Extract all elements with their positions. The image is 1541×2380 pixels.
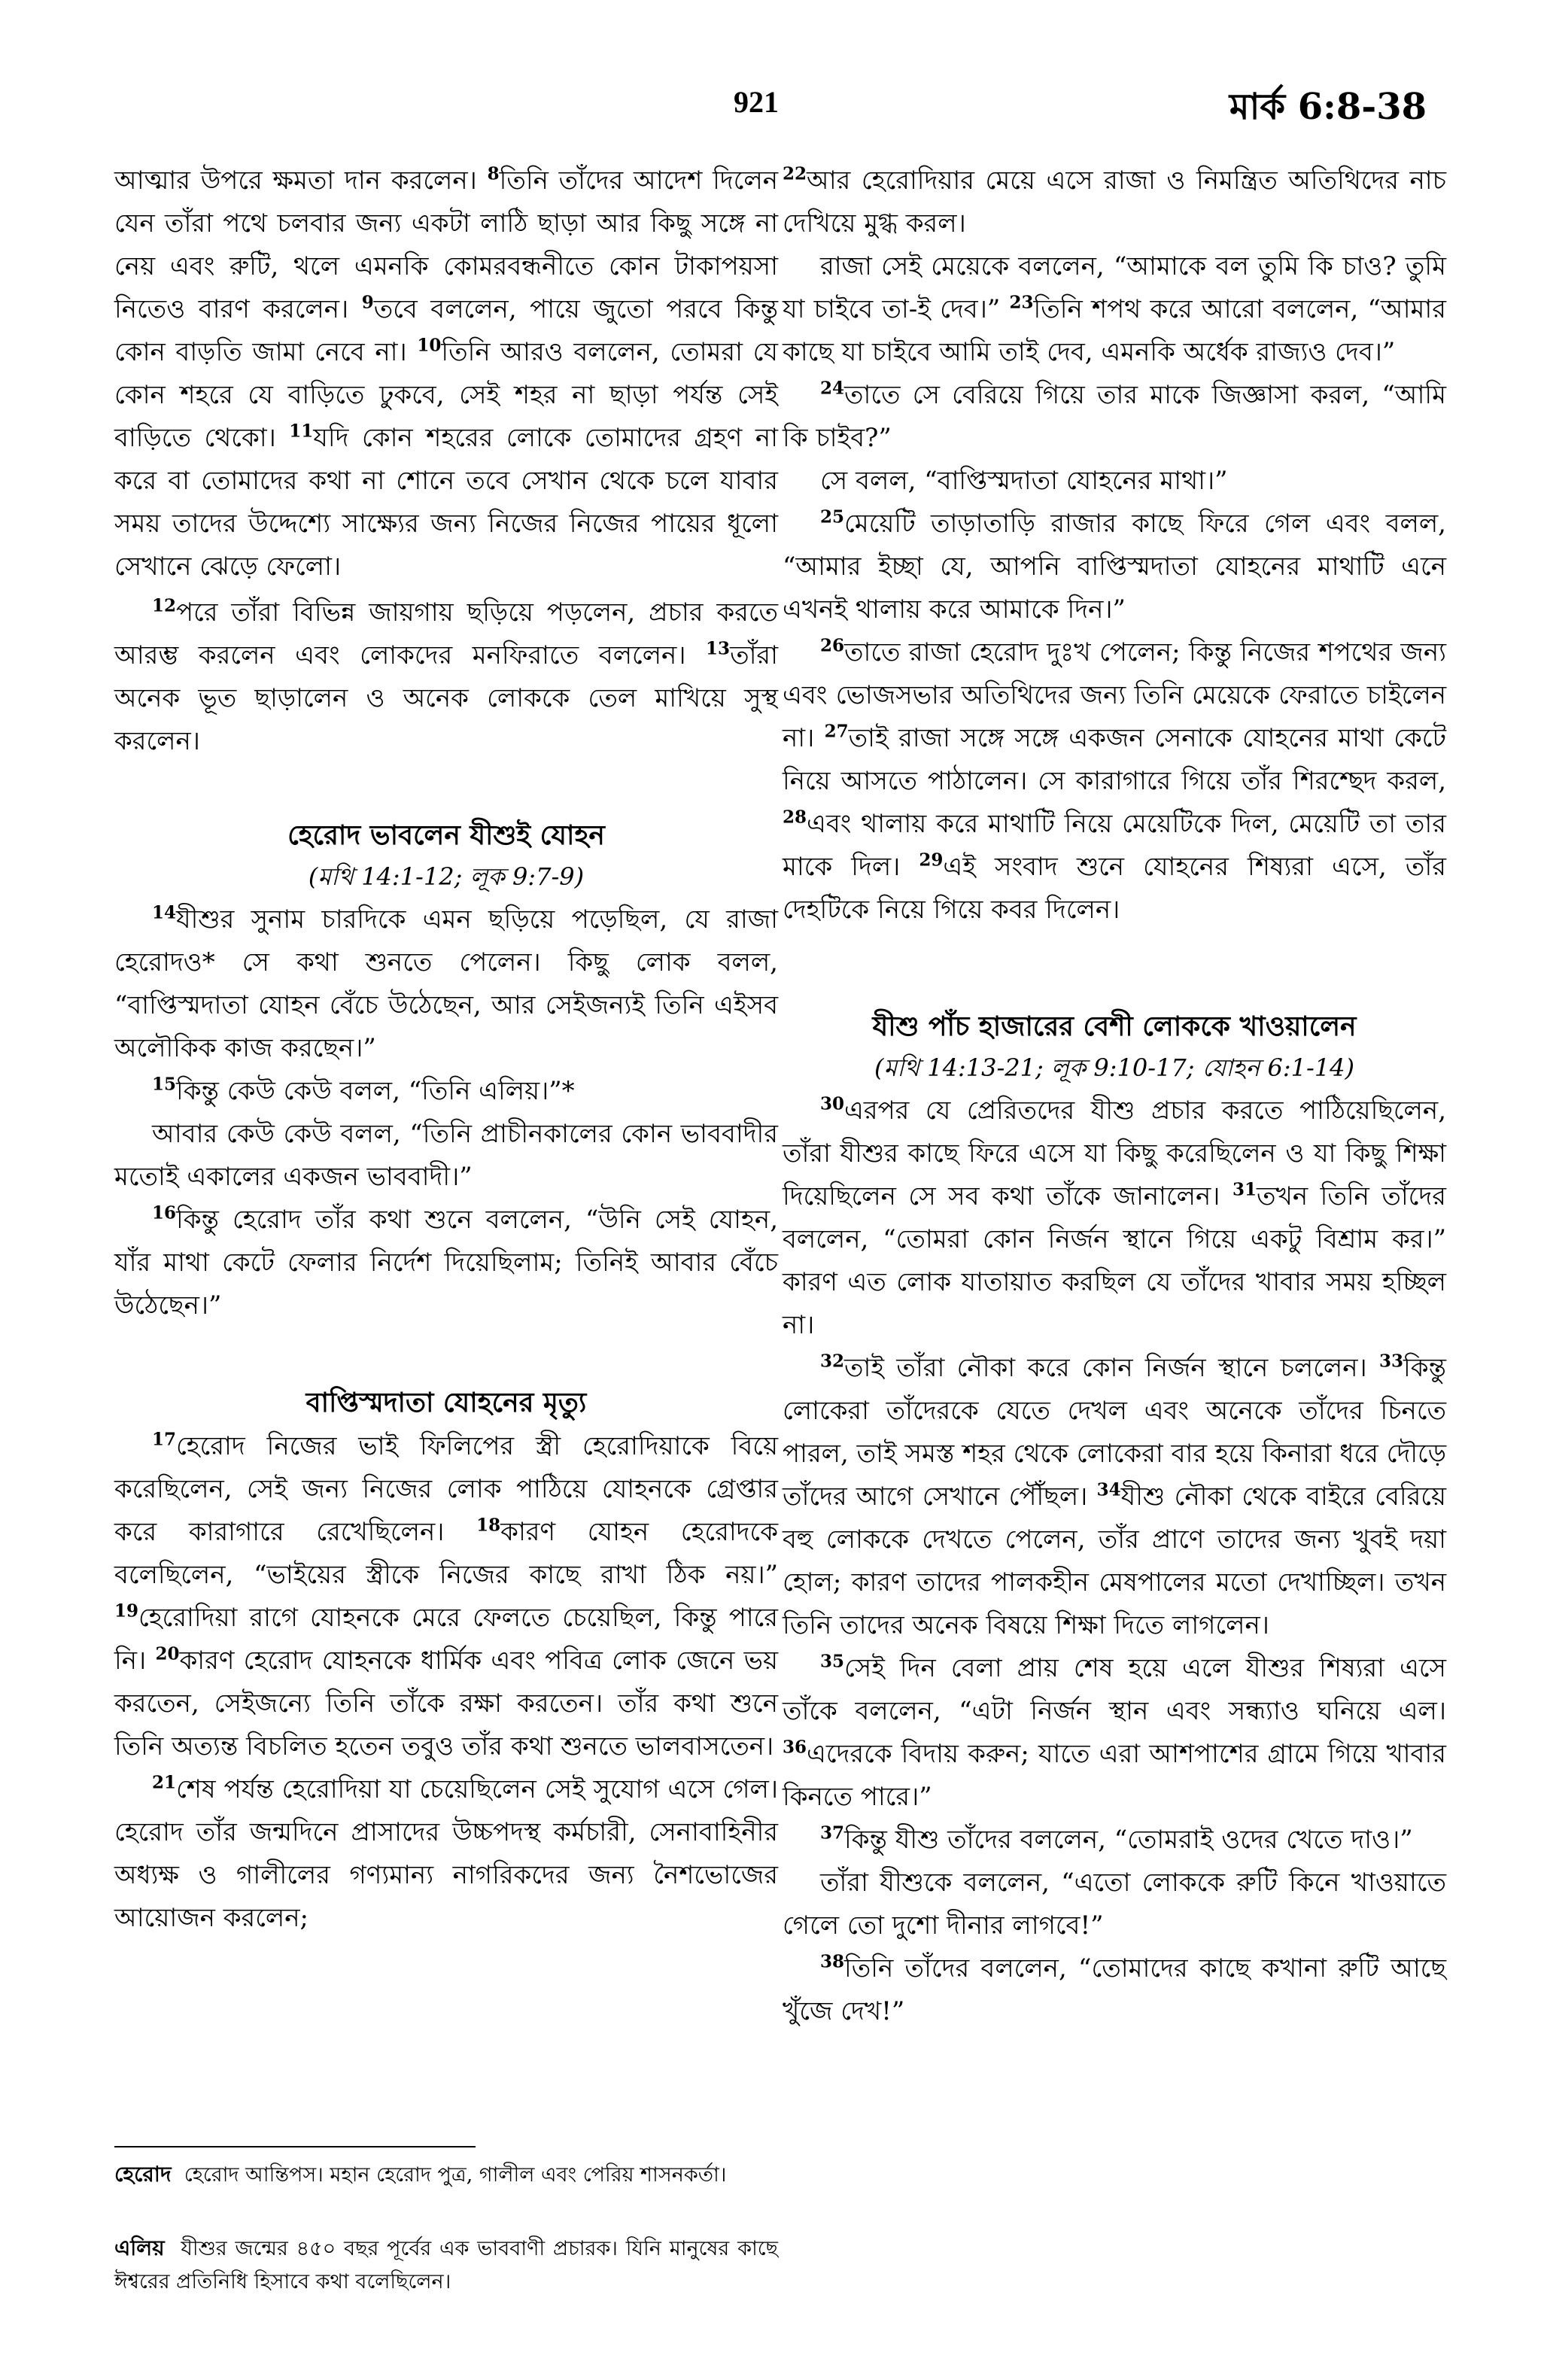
verse-number: 14 <box>152 902 177 923</box>
footnote-divider <box>114 2146 476 2147</box>
verse-text: রাজা সেই মেয়েকে বললেন, “আমাকে বল তুমি কি চাও? তুমি যা চাইবে তা-ই দেব।” <box>783 251 1446 324</box>
footnote-term: হেরোদ <box>114 2162 172 2187</box>
paragraph <box>783 1819 1446 1862</box>
left-column <box>114 160 778 1940</box>
paragraph <box>114 1070 778 1113</box>
verse-number: 27 <box>824 721 849 742</box>
verse-text: সে বলল, “বাপ্তিস্মদাতা যোহনের মাথা।” <box>820 466 1228 496</box>
verse-number: 17 <box>152 1429 177 1450</box>
verse-number: 29 <box>919 850 944 871</box>
paragraph <box>114 591 778 763</box>
verse-text: হেরোদিয়া রাগে যোহনকে মেরে ফেলতে চেয়েছিল, কিন্তু পারে নি। <box>114 1603 778 1676</box>
chapter-reference: মার্ক 6:8-38 <box>1229 86 1427 128</box>
footnote-term: এলিয় <box>114 2236 165 2260</box>
verse-text: কিন্তু যীশু তাঁদের বললেন, “তোমরাই ওদের খেতে দাও।” <box>844 1825 1413 1855</box>
verse-text: এই সংবাদ শুনে যোহনের শিষ্যরা এসে, তাঁর দেহটিকে নিয়ে গিয়ে কবর দিলেন। <box>783 852 1446 925</box>
section-heading: বাপ্তিস্মদাতা যোহনের মৃত্যু <box>305 1387 587 1418</box>
verse-text: কিন্তু কেউ কেউ বলল, “তিনি এলিয়।”* <box>176 1076 575 1106</box>
verse-number: 38 <box>820 1951 845 1972</box>
paragraph <box>114 1199 778 1327</box>
verse-text: তখন তিনি তাঁদের বললেন, “তোমরা কোন নির্জন স্থানে গিয়ে একটু বিশ্রাম কর।” কারণ এত লোক যাতায়াত করছিল যে তাঁদের খাবার সময় হচ্ছিল না। <box>783 1181 1446 1340</box>
paragraph <box>783 1647 1446 1819</box>
verse-text: এবং থালায় করে মাথাটি নিয়ে মেয়েটিকে দিল, মেয়েটি তা তার মাকে দিল। <box>783 809 1446 882</box>
verse-number: 18 <box>476 1515 501 1536</box>
verse-text: তাই রাজা সঙ্গে সঙ্গে একজন সেনাকে যোহনের মাথা কেটে নিয়ে আসতে পাঠালেন। সে কারাগারে গিয়ে তাঁর শিরশ্ছেদ করল, <box>783 723 1446 796</box>
page-number: 921 <box>734 85 779 119</box>
verse-number: 19 <box>114 1600 139 1622</box>
verse-number: 32 <box>820 1351 845 1372</box>
verse-number: 12 <box>152 595 177 616</box>
paragraph <box>114 1113 778 1199</box>
verse-number: 37 <box>820 1822 845 1844</box>
verse-number: 21 <box>152 1772 177 1793</box>
verse-number: 10 <box>417 335 442 356</box>
paragraph <box>783 245 1446 374</box>
verse-text: হেরোদ নিজের ভাই ফিলিপের স্ত্রী হেরোদিয়াকে বিয়ে করেছিলেন, সেই জন্য নিজের লোক পাঠিয়ে যোহনকে গ্রেপ্তার করে কারাগারে রেখেছিলেন। <box>114 1431 778 1547</box>
verse-text: এরপর যে প্রেরিতদের যীশু প্রচার করতে পাঠিয়েছিলেন, তাঁরা যীশুর কাছে ফিরে এসে যা কিছু করেছিলেন ও যা কিছু শিক্ষা দিয়েছিলেন সে সব কথা তাঁকে জানালেন। <box>783 1096 1446 1211</box>
verse-text: মেয়েটি তাড়াতাড়ি রাজার কাছে ফিরে গেল এবং বলল, “আমার ইচ্ছা যে, আপনি বাপ্তিস্মদাতা যোহনের মাথাটি এনে এখনই থালায় করে আমাকে দিন।” <box>783 509 1446 625</box>
verse-number: 31 <box>1232 1179 1257 1200</box>
verse-text: তিনি শপথ করে আরো বললেন, “আমার কাছে যা চাইবে আমি তাই দেব, এমনকি অর্ধেক রাজ্যও দেব।” <box>783 294 1446 367</box>
verse-text: কিন্তু হেরোদ তাঁর কথা শুনে বললেন, “উনি সেই যোহন, যাঁর মাথা কেটে ফেলার নির্দেশ দিয়েছিলাম; তিনিই আবার বেঁচে উঠেছেন।” <box>114 1205 778 1321</box>
verse-text: তিনি তাঁদের আদেশ দিলেন যেন তাঁরা পথে চলবার জন্য একটা লাঠি ছাড়া আর কিছু সঙ্গে না নেয় এবং রুটি, থলে এমনকি কোমরবন্ধনীতে কোন টাকাপয়সা নিতেও বারণ করলেন। <box>114 166 778 324</box>
verse-text: পরে তাঁরা বিভিন্ন জায়গায় ছড়িয়ে পড়লেন, প্রচার করতে আরম্ভ করলেন এবং লোকদের মনফিরাতে বললেন। <box>114 597 778 670</box>
paragraph <box>783 631 1446 932</box>
verse-text: তাঁরা যীশুকে বললেন, “এতো লোককে রুটি কিনে খাওয়াতে গেলে তো দুশো দীনার লাগবে!” <box>783 1868 1446 1941</box>
verse-text: কারণ হেরোদ যোহনকে ধার্মিক এবং পবিত্র লোক জেনে ভয় করতেন, সেইজন্যে তিনি তাঁকে রক্ষা করতেন। তাঁর কথা শুনে তিনি অত্যন্ত বিচলিত হতেন তবুও তাঁর কথা শুনতে ভালবাসতেন। <box>114 1646 778 1761</box>
verse-number: 8 <box>487 163 500 184</box>
paragraph <box>114 1425 778 1768</box>
paragraph <box>783 374 1446 460</box>
verse-number: 28 <box>783 807 807 828</box>
paragraph <box>114 898 778 1070</box>
verse-text: যীশুর সুনাম চারদিকে এমন ছড়িয়ে পড়েছিল, যে রাজা হেরোদও* সে কথা শুনতে পেলেন। কিছু লোক বলল, “বাপ্তিস্মদাতা যোহন বেঁচে উঠেছেন, আর সেইজন্যই তিনি এইসব অলৌকিক কাজ করছেন।” <box>114 904 778 1063</box>
verse-text: কারণ যোহন হেরোদকে বলেছিলেন, “ভাইয়ের স্ত্রীকে নিজের কাছে রাখা ঠিক নয়।” <box>114 1517 778 1590</box>
paragraph <box>114 1768 778 1940</box>
verse-number: 24 <box>820 378 845 399</box>
verse-number: 26 <box>820 635 845 656</box>
paragraph <box>783 503 1446 631</box>
verse-number: 30 <box>820 1093 845 1114</box>
verse-number: 20 <box>155 1643 180 1664</box>
paragraph <box>114 160 778 588</box>
verse-text: সেই দিন বেলা প্রায় শেষ হয়ে এলে যীশুর শিষ্যরা এসে তাঁকে বললেন, “এটা নির্জন স্থান এবং সন্ধ্যাও ঘনিয়ে এল। <box>783 1653 1446 1726</box>
section-heading: হেরোদ ভাবলেন যীশুই যোহন <box>287 819 605 851</box>
cross-reference: (মথি 14:13-21; লূক 9:10-17; যোহন 6:1-14) <box>874 1053 1355 1082</box>
paragraph <box>783 160 1446 245</box>
verse-text: যীশু নৌকা থেকে বাইরে বেরিয়ে বহু লোককে দেখতে পেলেন, তাঁর প্রাণে তাদের জন্য খুবই দয়া হোল; কারণ তাদের পালকহীন মেষপালের মতো দেখাচ্ছিল। তখন তিনি তাদের অনেক বিষয়ে শিক্ষা দিতে লাগলেন। <box>783 1482 1446 1640</box>
verse-text: কিন্তু লোকেরা তাঁদেরকে যেতে দেখল এবং অনেকে তাঁদের চিনতে পারল, তাই সমস্ত শহর থেকে লোকেরা বার হয়ে কিনারা ধরে দৌড়ে তাঁদের আগে সেখানে পৌঁছল। <box>783 1353 1446 1512</box>
verse-text: আত্মার উপরে ক্ষমতা দান করলেন। <box>114 166 488 196</box>
footnote <box>114 2158 778 2192</box>
verse-text: যদি কোন শহরের লোকে তোমাদের গ্রহণ না করে বা তোমাদের কথা না শোনে তবে সেখান থেকে চলে যাবার সময় তাদের উদ্দেশ্যে সাক্ষ্যের জন্য নিজের নিজের পায়ের ধূলো সেখানে ঝেড়ে ফেলো। <box>114 423 778 582</box>
verse-number: 13 <box>706 638 731 659</box>
verse-text: তাই তাঁরা নৌকা করে কোন নির্জন স্থানে চললেন। <box>844 1353 1380 1383</box>
verse-text: তাঁরা অনেক ভূত ছাড়ালেন ও অনেক লোককে তেল মাখিয়ে সুস্থ করলেন। <box>114 640 778 756</box>
verse-number: 36 <box>783 1737 807 1758</box>
verse-text: তিনি তাঁদের বললেন, “তোমাদের কাছে কখানা রুটি আছে খুঁজে দেখ!” <box>783 1953 1446 2026</box>
cross-reference: (মথি 14:1-12; লূক 9:7-9) <box>308 862 585 891</box>
verse-number: 33 <box>1379 1351 1404 1372</box>
verse-number: 25 <box>820 506 845 527</box>
verse-number: 11 <box>289 421 314 442</box>
paragraph <box>783 1862 1446 1947</box>
right-column <box>783 160 1446 2033</box>
verse-text: তিনি আরও বললেন, তোমরা যে কোন শহরে যে বাড়িতে ঢুকবে, সেই শহর না ছাড়া পর্যন্ত সেই বাড়িতে থেকো। <box>114 337 778 453</box>
verse-text: তাতে সে বেরিয়ে গিয়ে তার মাকে জিজ্ঞাসা করল, “আমি কি চাইব?” <box>783 380 1446 453</box>
verse-text: শেষ পর্যন্ত হেরোদিয়া যা চেয়েছিলেন সেই সুযোগ এসে গেল। হেরোদ তাঁর জন্মদিনে প্রাসাদের উচ্চপদস্থ কর্মচারী, সেনাবাহিনীর অধ্যক্ষ ও গালীলের গণ্যমান্য নাগরিকদের জন্য নৈশভোজের আয়োজন করলেন; <box>114 1774 778 1933</box>
verse-number: 15 <box>152 1074 177 1095</box>
verse-number: 16 <box>152 1202 177 1223</box>
verse-number: 35 <box>820 1651 845 1672</box>
verse-text: আবার কেউ কেউ বলল, “তিনি প্রাচীনকালের কোন ভাববাদীর মতোই একালের একজন ভাববাদী।” <box>114 1119 778 1192</box>
verse-text: এদেরকে বিদায় করুন; যাতে এরা আশপাশের গ্রামে গিয়ে খাবার কিনতে পারে।” <box>783 1739 1446 1812</box>
paragraph <box>783 1090 1446 1347</box>
section-heading: যীশু পাঁচ হাজারের বেশী লোককে খাওয়ালেন <box>872 1011 1357 1042</box>
paragraph <box>783 1947 1446 2033</box>
verse-text: তাতে রাজা হেরোদ দুঃখ পেলেন; কিন্তু নিজের শপথের জন্য এবং ভোজসভার অতিথিদের জন্য তিনি মেয়েকে ফেরাতে চাইলেন না। <box>783 637 1446 753</box>
paragraph <box>783 460 1446 503</box>
footnote-text: হেরোদ আন্তিপস। মহান হেরোদ পুত্র, গালীল এবং পেরিয় শাসনকর্তা। <box>184 2163 727 2187</box>
verse-number: 22 <box>783 163 807 184</box>
footnote-text: যীশুর জন্মের ৪৫০ বছর পূর্বের এক ভাববাণী প্রচারক। যিনি মানুষের কাছে ঈশ্বরের প্রতিনিধি হিসাবে কথা বলেছিলেন। <box>114 2237 778 2293</box>
page-header <box>0 84 1541 137</box>
footnote <box>114 2232 778 2299</box>
verse-text: আর হেরোদিয়ার মেয়ে এসে রাজা ও নিমন্ত্রিত অতিথিদের নাচ দেখিয়ে মুগ্ধ করল। <box>783 166 1446 239</box>
verse-number: 34 <box>1096 1479 1121 1500</box>
verse-number: 23 <box>1009 292 1034 313</box>
verse-text: তবে বললেন, পায়ে জুতো পরবে কিন্তু কোন বাড়তি জামা নেবে না। <box>114 294 779 367</box>
verse-number: 9 <box>361 292 374 313</box>
paragraph <box>783 1347 1446 1647</box>
